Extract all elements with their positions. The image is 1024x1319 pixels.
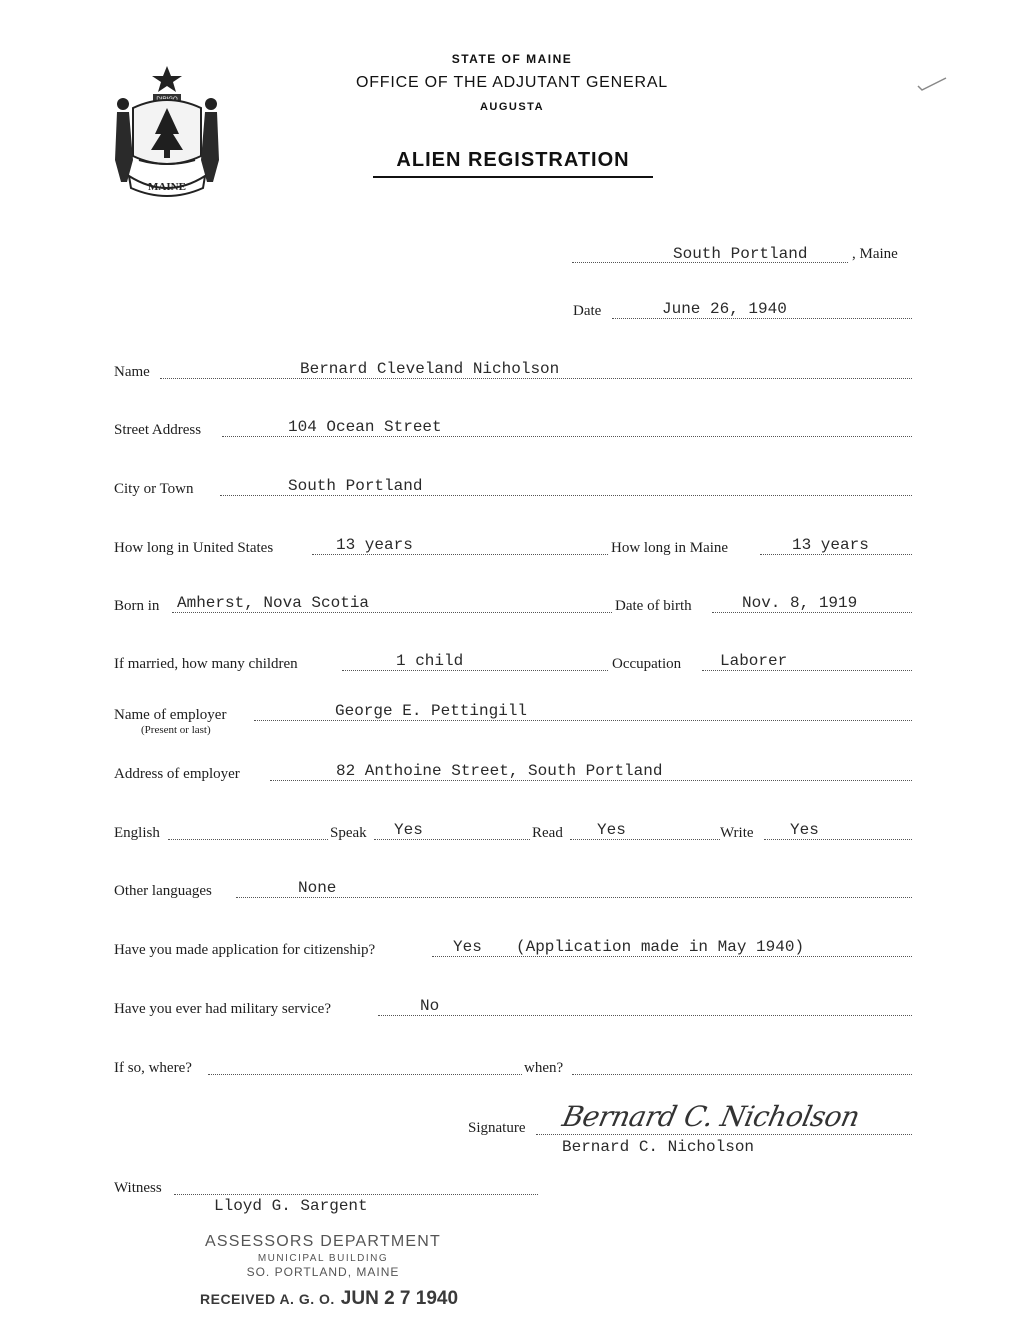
name-value: Bernard Cleveland Nicholson bbox=[300, 360, 560, 378]
how-long-us-line bbox=[312, 554, 608, 555]
read-label: Read bbox=[532, 825, 563, 841]
header-office: OFFICE OF THE ADJUTANT GENERAL bbox=[355, 74, 669, 91]
occupation-value: Laborer bbox=[720, 652, 788, 670]
seal-banner: MAINE bbox=[148, 181, 186, 193]
header-city: AUGUSTA bbox=[479, 101, 545, 113]
street-address-value: 104 Ocean Street bbox=[288, 418, 442, 436]
header-state: STATE OF MAINE bbox=[451, 52, 573, 66]
how-long-maine-line bbox=[760, 554, 912, 555]
witness-label: Witness bbox=[114, 1180, 162, 1196]
children-label: If married, how many children bbox=[114, 656, 298, 672]
city-town-line bbox=[220, 495, 912, 496]
children-line bbox=[342, 670, 608, 671]
occupation-label: Occupation bbox=[612, 656, 682, 672]
how-long-us-value: 13 years bbox=[336, 536, 413, 554]
employer-address-label: Address of employer bbox=[114, 766, 240, 782]
born-in-value: Amherst, Nova Scotia bbox=[177, 594, 370, 612]
employer-sublabel: (Present or last) bbox=[141, 724, 211, 736]
employer-label: Name of employer bbox=[114, 707, 227, 723]
english-label: English bbox=[114, 825, 160, 841]
date-of-birth-line bbox=[712, 612, 912, 613]
children-value: 1 child bbox=[396, 652, 464, 670]
received-stamp bbox=[200, 1288, 458, 1310]
received-date: JUN 2 7 1940 bbox=[340, 1288, 459, 1309]
other-languages-line bbox=[236, 897, 912, 898]
english-line bbox=[168, 839, 328, 840]
handwritten-signature: Bernard C. Nicholson bbox=[559, 1100, 863, 1133]
street-address-line bbox=[222, 436, 912, 437]
street-address-label: Street Address bbox=[114, 422, 202, 438]
stamp-line-1: ASSESSORS DEPARTMENT bbox=[205, 1233, 441, 1250]
date-line bbox=[612, 318, 912, 319]
signature-label: Signature bbox=[468, 1120, 526, 1136]
city-town-label: City or Town bbox=[114, 481, 194, 497]
check-mark-icon bbox=[914, 74, 950, 94]
where-line bbox=[208, 1074, 522, 1075]
read-value: Yes bbox=[597, 821, 626, 839]
employer-value: George E. Pettingill bbox=[335, 702, 528, 720]
how-long-us-label: How long in United States bbox=[114, 540, 274, 556]
stamp-line-3: SO. PORTLAND, MAINE bbox=[246, 1265, 400, 1279]
military-value: No bbox=[420, 997, 440, 1015]
assessors-stamp bbox=[196, 1233, 450, 1279]
citizenship-label: Have you made application for citizenship? bbox=[114, 942, 376, 958]
how-long-maine-value: 13 years bbox=[792, 536, 869, 554]
date-of-birth-label: Date of birth bbox=[615, 598, 692, 614]
location-value: South Portland bbox=[673, 245, 808, 263]
received-label: RECEIVED A. G. O. bbox=[200, 1291, 335, 1307]
citizenship-line bbox=[432, 956, 912, 957]
city-town-value: South Portland bbox=[288, 477, 423, 495]
write-value: Yes bbox=[790, 821, 819, 839]
form-title: ALIEN REGISTRATION bbox=[373, 149, 653, 178]
write-line bbox=[764, 839, 912, 840]
how-long-maine-label: How long in Maine bbox=[611, 540, 729, 556]
read-line bbox=[570, 839, 720, 840]
occupation-line bbox=[702, 670, 912, 671]
name-line bbox=[160, 378, 912, 379]
date-of-birth-value: Nov. 8, 1919 bbox=[742, 594, 858, 612]
other-languages-value: None bbox=[298, 879, 337, 897]
speak-line bbox=[374, 839, 530, 840]
employer-address-line bbox=[270, 780, 912, 781]
witness-value: Lloyd G. Sargent bbox=[214, 1197, 368, 1215]
speak-label: Speak bbox=[330, 825, 367, 841]
citizenship-value: Yes bbox=[453, 938, 482, 956]
born-in-label: Born in bbox=[114, 598, 160, 614]
employer-address-value: 82 Anthoine Street, South Portland bbox=[336, 762, 663, 780]
name-label: Name bbox=[114, 364, 150, 380]
employer-line bbox=[254, 720, 912, 721]
citizenship-note: (Application made in May 1940) bbox=[516, 938, 805, 956]
write-label: Write bbox=[720, 825, 754, 841]
stamp-line-2: MUNICIPAL BUILDING bbox=[257, 1253, 389, 1264]
other-languages-label: Other languages bbox=[114, 883, 212, 899]
where-label: If so, where? bbox=[114, 1060, 192, 1076]
military-label: Have you ever had military service? bbox=[114, 1001, 331, 1017]
witness-line bbox=[174, 1194, 538, 1195]
signature-line bbox=[536, 1134, 912, 1135]
date-value: June 26, 1940 bbox=[662, 300, 787, 318]
when-line bbox=[572, 1074, 912, 1075]
location-suffix: , Maine bbox=[852, 246, 898, 262]
date-label: Date bbox=[573, 303, 602, 319]
typed-signature: Bernard C. Nicholson bbox=[562, 1138, 755, 1156]
when-label: when? bbox=[524, 1060, 564, 1076]
military-line bbox=[378, 1015, 912, 1016]
born-in-line bbox=[172, 612, 612, 613]
speak-value: Yes bbox=[394, 821, 423, 839]
